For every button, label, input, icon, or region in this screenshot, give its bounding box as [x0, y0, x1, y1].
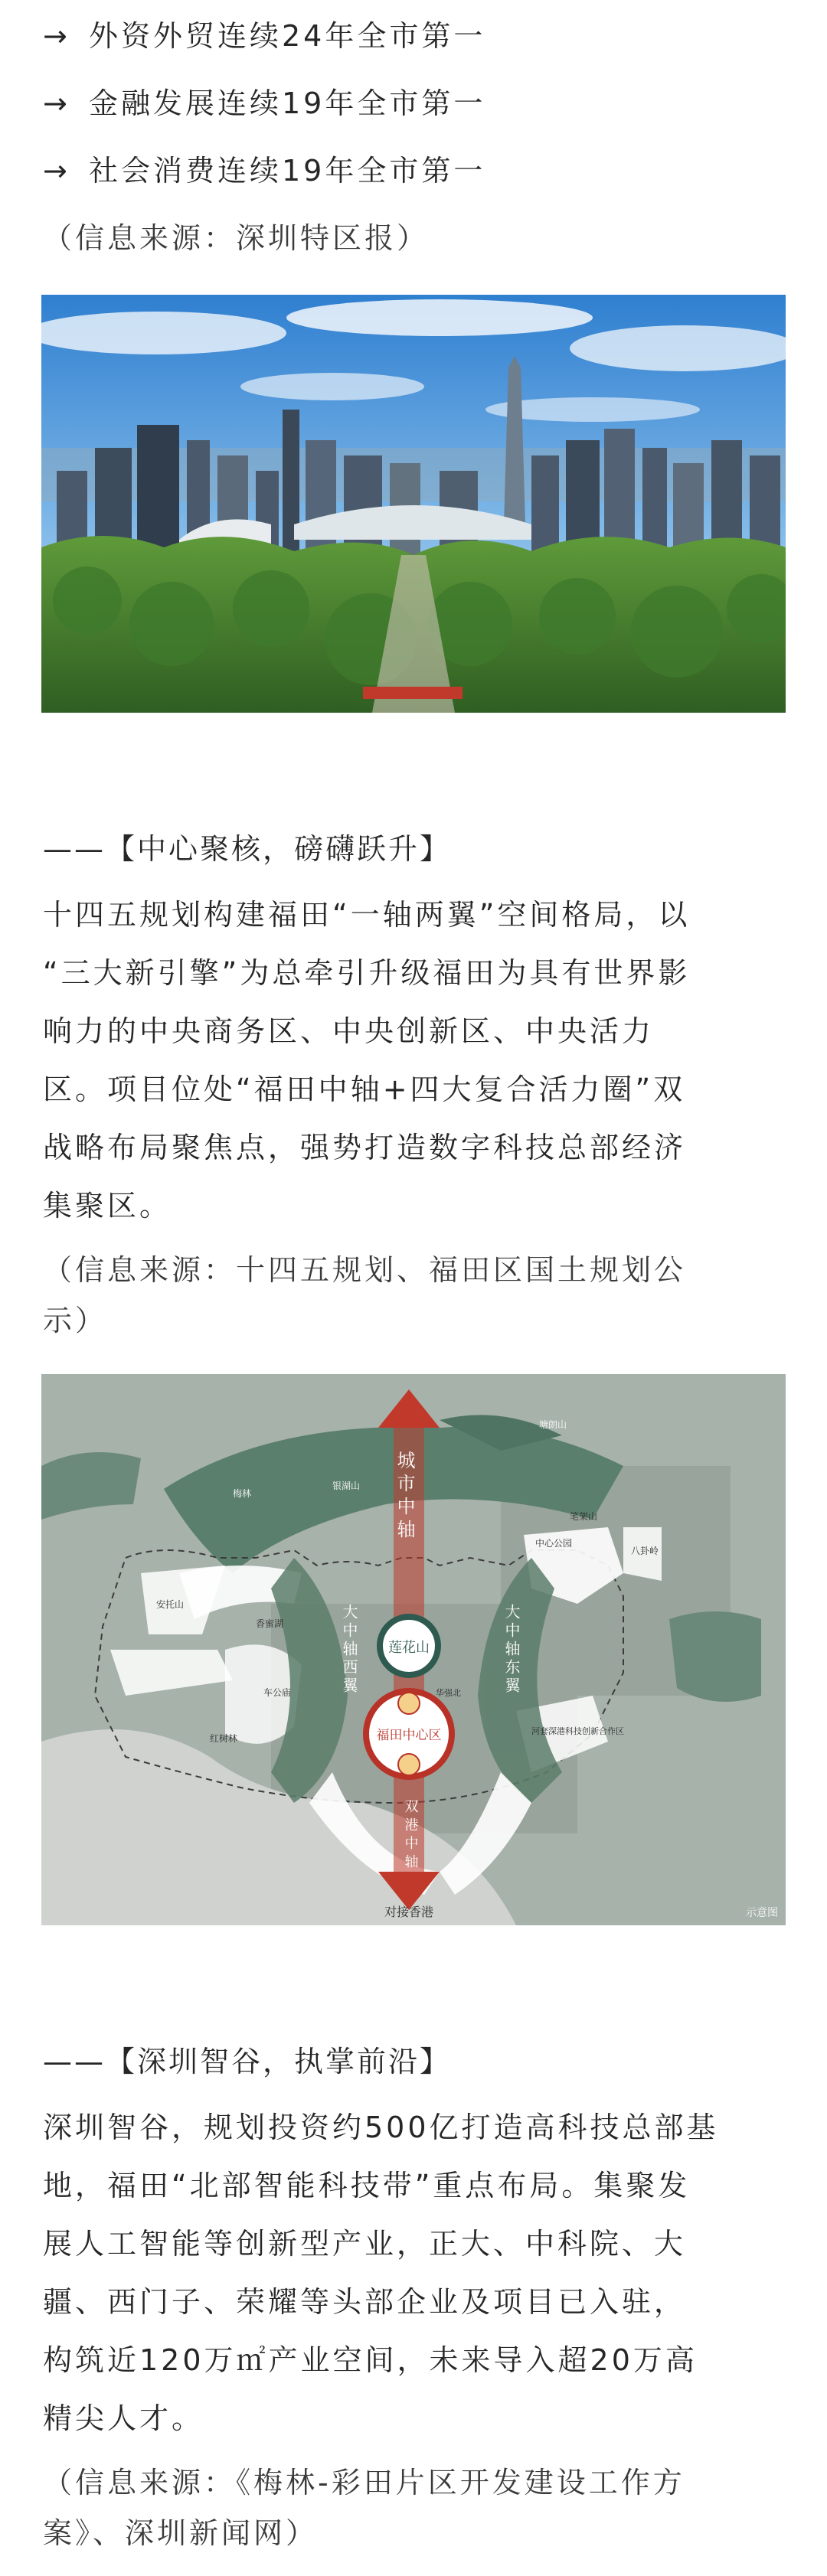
paragraph-line: 疆、西门子、荣耀等头部企业及项目已入驻，	[43, 2285, 687, 2319]
stat-item	[43, 70, 784, 136]
source-note: 案》、深圳新闻网）	[43, 2516, 319, 2550]
place-label: 八卦岭	[631, 1546, 659, 1556]
place-label: 华强北	[436, 1688, 461, 1698]
stat-text: 金融发展连续19年全市第一	[89, 87, 486, 120]
place-label: 塘朗山	[539, 1419, 567, 1430]
place-label: 红树林	[210, 1733, 238, 1744]
place-label: 车公庙	[263, 1687, 292, 1698]
place-label: 笔架山	[570, 1511, 598, 1522]
stat-item	[43, 138, 784, 204]
stat-item	[43, 3, 784, 69]
paragraph-line: 响力的中央商务区、中央创新区、中央活力	[43, 1014, 655, 1048]
paragraph-line: 构筑近120万㎡产业空间，未来导入超20万高	[43, 2343, 698, 2377]
arrow-right-icon: →	[43, 19, 70, 53]
arrow-right-icon: →	[43, 154, 70, 188]
lianhuashan-label: 莲花山	[388, 1640, 430, 1656]
source-note: （信息来源：十四五规划、福田区国土规划公	[43, 1253, 687, 1287]
east-wing-label: 大中轴东翼	[502, 1604, 521, 1696]
source-note: 示）	[43, 1304, 108, 1337]
planning-map	[41, 1374, 786, 1925]
arrow-right-icon: →	[43, 87, 70, 120]
place-label: 银湖山	[332, 1481, 361, 1491]
paragraph-line: 集聚区。	[43, 1189, 172, 1223]
paragraph-line: 深圳智谷，规划投资约500亿打造高科技总部基	[43, 2111, 719, 2144]
west-wing-label: 大中轴西翼	[340, 1604, 358, 1696]
paragraph-line: 展人工智能等创新型产业，正大、中科院、大	[43, 2227, 687, 2261]
source-note: （信息来源：《梅林-彩田片区开发建设工作方	[43, 2466, 685, 2499]
map-caption: 示意图	[746, 1907, 778, 1919]
futian-center-label: 福田中心区	[376, 1728, 442, 1743]
paragraph-line: 区。项目位处“福田中轴+四大复合活力圈”双	[43, 1073, 686, 1106]
section-heading: ——【中心聚核，磅礴跃升】	[43, 832, 452, 866]
place-label: 安托山	[156, 1599, 185, 1610]
paragraph-line: 十四五规划构建福田“一轴两翼”空间格局，以	[43, 898, 691, 932]
place-label: 香蜜湖	[256, 1618, 284, 1629]
paragraph-line: 地，福田“北部智能科技带”重点布局。集聚发	[43, 2169, 691, 2202]
source-note: （信息来源：深圳特区报）	[43, 221, 430, 255]
bottom-label: 对接香港	[384, 1905, 434, 1919]
section-heading: ——【深圳智谷，执掌前沿】	[43, 2045, 452, 2078]
place-label: 梅林	[233, 1488, 252, 1499]
city-skyline-photo	[41, 295, 786, 713]
stat-text: 外资外贸连续24年全市第一	[89, 19, 486, 53]
place-label: 河套深港科技创新合作区	[531, 1726, 624, 1736]
paragraph-line: 战略布局聚焦点，强势打造数字科技总部经济	[43, 1131, 687, 1164]
paragraph-line: “三大新引擎”为总牵引升级福田为具有世界影	[43, 956, 691, 990]
stat-text: 社会消费连续19年全市第一	[89, 154, 486, 188]
place-label: 中心公园	[535, 1538, 573, 1549]
axis-bottom-label: 双港中轴	[402, 1799, 419, 1872]
axis-top-label: 城市中轴	[394, 1451, 415, 1543]
paragraph-line: 精尖人才。	[43, 2401, 204, 2435]
